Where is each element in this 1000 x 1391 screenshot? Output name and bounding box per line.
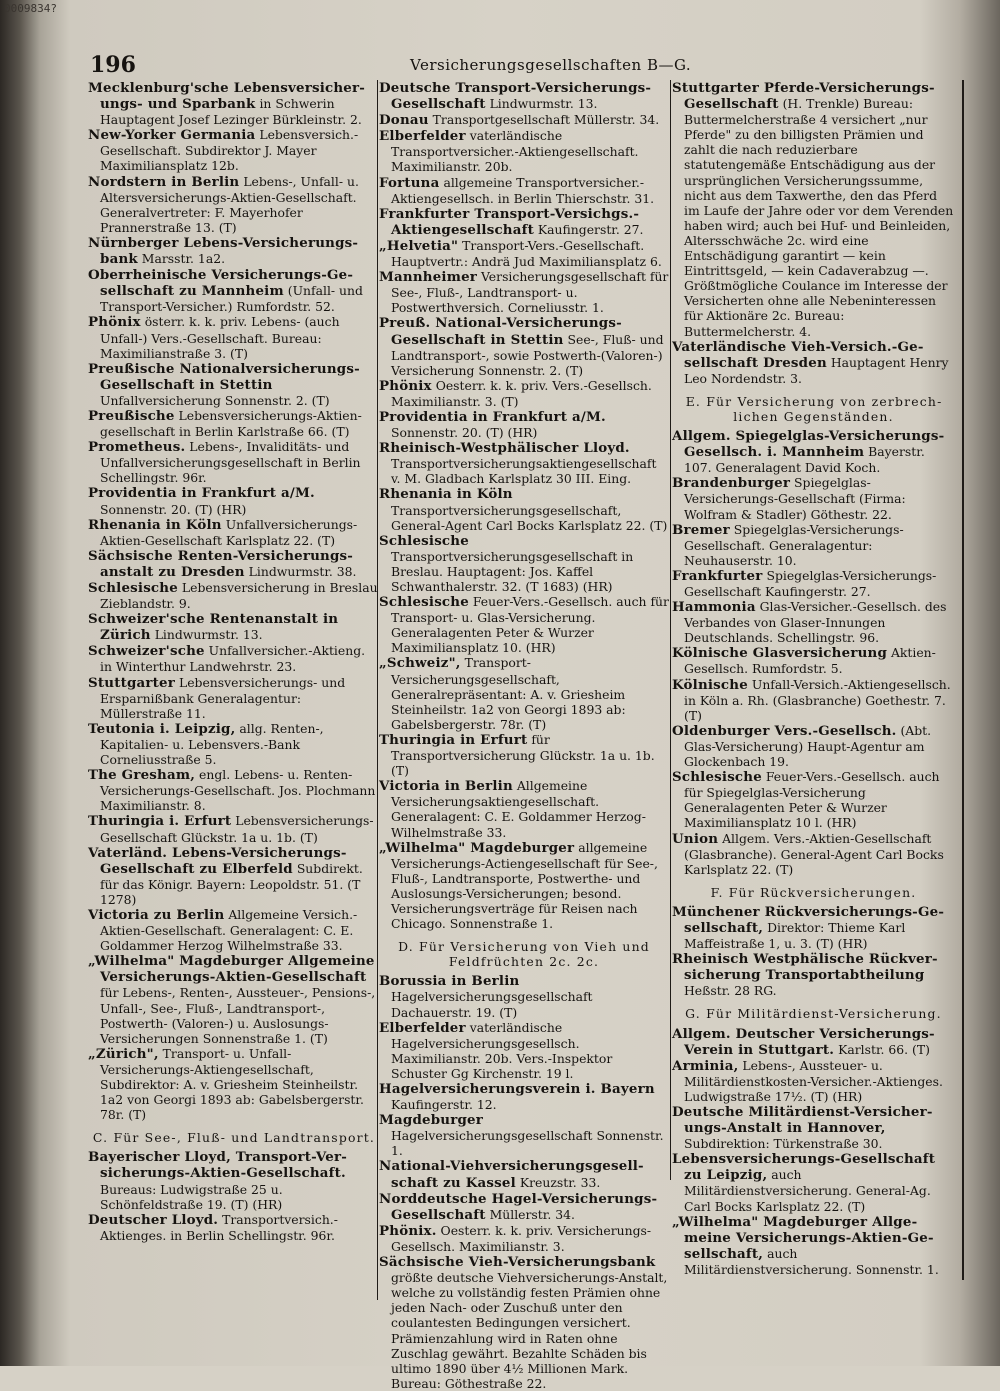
entry-details: Feuer-Vers.-Gesellsch. auch für Spiegelglas-Versicherung Generalagenten Peter & Wurzer Maximiliansplatz 10 l. (HR): [684, 769, 940, 831]
entry-details: Transportversich.-Aktienges. in Berlin Schellingstr. 96r.: [100, 1211, 338, 1243]
company-name: Deutsche Militärdienst-Versicherungs-Anstalt in Hannover,: [672, 1104, 933, 1137]
company-name: Brandenburger: [672, 475, 791, 492]
directory-entry: [88, 813, 380, 844]
company-name: „Helvetia": [379, 237, 459, 254]
company-name: Allgem. Spiegelglas-Versicherungs-Gesellsch. i. Mannheim: [672, 428, 945, 461]
entry-details: Feuer-Vers.-Gesellsch. auch für Transport- u. Glas-Versicherung. Generalagenten Peter & Wurzer Maximiliansplatz 10. (HR): [391, 594, 669, 656]
entry-details: Müllerstr. 34.: [485, 1206, 575, 1222]
directory-entry: [672, 904, 955, 951]
entry-details: Lebensversicherungs-Aktien-gesellschaft in Berlin Karlstraße 66. (T): [100, 407, 362, 440]
company-name: Rheinisch-Westphälischer Lloyd.: [379, 440, 630, 457]
directory-entry: [88, 907, 380, 953]
entry-details: in Schwerin Hauptagent Josef Lezinger Bürkleinstr. 2.: [100, 96, 362, 128]
entry-details: Lebensversicherung in Breslau Zieblandstr. 9.: [100, 580, 378, 612]
entry-details: Lebens-, Aussteuer- u. Militärdienstkosten-Versicher.-Aktienges. Ludwigstraße 17½. (T) (HR): [684, 1057, 943, 1104]
entry-details: Transport-Versicherungsgesellschaft, Generalrepräsentant: A. v. Griesheim Steinheilstr. 1a2 von Georgi 1893 ab: Gabelsbergerstr. 78r. (T): [391, 655, 626, 732]
company-name: Schlesische: [379, 532, 469, 549]
company-name: Kölnische: [672, 676, 748, 693]
directory-entry: [88, 439, 380, 485]
entry-details: See-, Fluß- und Landtransport-, sowie Postwerth-(Valoren-) Versicherung Sonnenstr. 2. (T): [391, 331, 664, 378]
company-name: Thuringia in Erfurt: [379, 731, 528, 748]
company-name: Deutsche Transport-Versicherungs-Gesellschaft: [379, 80, 652, 113]
directory-entry: [379, 315, 669, 377]
entry-details: größte deutsche Viehversicherungs-Anstalt, welche zu vollständig festen Prämien ohne jeden Nach- oder Zuschuß unter den coulantesten Bedingungen versichert. Prämienzahlung wird in Raten ohne Zuschlag gewährt. Bezahlte Schäden bis ultimo 1890 über 4½ Millionen Mark. Bureau: Göthestraße 22.: [391, 1270, 668, 1391]
company-name: Frankfurter: [672, 567, 763, 584]
entry-details: (H. Trenkle) Bureau: Buttermelcherstraße 4 versichert „nur Pferde" zu den billigsten Prämien und zahlt die nach reduzierbare statutengemäße Entschädigung aus der ursprünglichen Versicherungssumme, nicht aus dem Taxwerthe, den das Pferd im Laufe der Jahre oder vor dem Verenden haben wird; auch bei Huf- und Beinleiden, Altersschwäche 2c. wird eine Entschädigung garantirt — kein Eintrittsgeld, — kein Cadaverabzug —. Größtmögliche Coulance im Interesse der Versicherten ohne alle Nebeninteressen für Aktionäre 2c. Bureau: Buttermelcherstr. 4.: [684, 96, 954, 339]
entry-details: Transportversicherungsaktiengesellschaft v. M. Gladbach Karlsplatz 30 III. Eing.: [391, 456, 657, 487]
entry-details: Spiegelglas-Versicherungs-Gesellschaft (Firma: Wolfram & Stadler) Göthestr. 22.: [684, 475, 906, 522]
company-name: Mannheimer: [379, 269, 478, 286]
company-name: Oberrheinische Versicherungs-Gesellschaft zu Mannheim: [88, 267, 353, 300]
entry-details: Versicherungsgesellschaft für See-, Fluß-, Landtransport- u. Postwerthversich. Corneliusstr. 1.: [391, 269, 669, 316]
company-name: Providentia in Frankfurt a/M.: [88, 485, 315, 502]
entry-details: Direktor: Thieme Karl Maffeistraße 1, u. 3. (T) (HR): [684, 919, 906, 952]
directory-entry: [88, 721, 380, 767]
company-name: Magdeburger: [379, 1112, 484, 1129]
entry-details: Allgemeine Versich.-Aktien-Gesellschaft. Generalagent: C. E. Goldammer Herzog Wilhelmstraße 33.: [100, 906, 358, 954]
entry-details: allgemeine Transportversicher.-Aktiengesellsch. in Berlin Thierschstr. 31.: [391, 174, 655, 206]
company-name: Stuttgarter Pferde-Versicherungs-Gesellschaft: [672, 80, 935, 113]
directory-entry: [672, 599, 955, 645]
company-name: Schweizer'sche: [88, 643, 205, 660]
company-name: Borussia in Berlin: [379, 973, 520, 990]
directory-entry: [379, 238, 669, 269]
directory-entry: [88, 127, 380, 173]
entry-details: Hagelversicherungsgesellschaft Sonnenstr. 1.: [391, 1128, 664, 1159]
company-name: Donau: [379, 112, 429, 129]
company-name: Preuß. National-Versicherungs-Gesellschaft in Stettin: [379, 315, 622, 348]
company-name: Teutonia i. Leipzig,: [88, 720, 236, 737]
directory-entry: [379, 594, 669, 655]
directory-entry: [88, 611, 380, 643]
entry-details: vaterländische Transportversicher.-Aktiengesellschaft. Maximilianstr. 20b.: [391, 128, 639, 175]
entry-details: allg. Renten-, Kapitalien- u. Lebensvers.-Bank Corneliusstraße 5.: [100, 720, 324, 768]
directory-entry: [379, 269, 669, 315]
company-name: Norddeutsche Hagel-Versicherungs-Gesellschaft: [379, 1190, 658, 1223]
entry-details: Allgem. Vers.-Aktien-Gesellschaft (Glasbranche). General-Agent Carl Bocks Karlsplatz 22. (T): [684, 830, 944, 877]
company-name: Nordstern in Berlin: [88, 173, 240, 190]
directory-entry: [379, 128, 669, 174]
entry-details: Lebens-, Unfall- u. Altersversicherungs-Aktien-Gesellschaft. Generalvertreter: F. Mayerhofer Prannerstraße 13. (T): [100, 173, 359, 235]
directory-entry: [88, 408, 380, 439]
directory-entry: [672, 522, 955, 568]
entry-details: Unfall-Versich.-Aktiengesellsch. in Köln a. Rh. (Glasbranche) Goethestr. 7. (T): [684, 676, 951, 723]
directory-entry: [88, 1046, 380, 1122]
entry-details: Hauptagent Henry Leo Nordendstr. 3.: [684, 354, 949, 386]
directory-entry: [88, 80, 380, 127]
company-name: Bremer: [672, 521, 730, 538]
entry-details: Heßstr. 28 RG.: [684, 983, 777, 999]
directory-entry: [379, 80, 669, 112]
entry-details: Lebensversicherungs- und Ersparnißbank Generalagentur: Müllerstraße 11.: [100, 674, 346, 721]
company-name: Rheinisch Westphälische Rückversicherung Transportabtheilung: [672, 951, 938, 984]
directory-entry: [379, 1191, 669, 1223]
entry-details: Aktien-Gesellsch. Rumfordstr. 5.: [684, 645, 936, 677]
directory-entry: [88, 953, 380, 1046]
directory-entry: [379, 732, 669, 778]
company-name: Allgem. Deutscher Versicherungs-Verein in Stuttgart.: [672, 1025, 935, 1058]
entry-details: Transportgesellschaft Müllerstr. 34.: [428, 112, 660, 128]
company-name: Hammonia: [672, 599, 756, 616]
directory-entry: [672, 645, 955, 676]
entry-details: Lindwurmstr. 13.: [150, 627, 263, 643]
company-name: Schlesische: [88, 580, 178, 596]
directory-entry: [672, 1026, 955, 1058]
entry-details: Unfallversicher.-Aktieng. in Winterthur Landwehrstr. 23.: [100, 643, 366, 675]
entry-details: Transportversicherungsgesellschaft, General-Agent Carl Bocks Karlsplatz 22. (T): [391, 502, 668, 533]
directory-entry: [379, 1112, 669, 1158]
directory-entry: [672, 80, 955, 339]
page-number: 196: [90, 52, 136, 78]
entry-details: Kaufingerstr. 12.: [391, 1097, 497, 1113]
company-name: The Gresham,: [88, 767, 196, 784]
entry-details: Transport- u. Unfall-Versicherungs-Aktiengesellschaft, Subdirektor: A. v. Griesheim Steinheilstr. 1a2 von Georgi 1893 ab: Gabelsbergerstr. 78r. (T): [100, 1045, 364, 1123]
company-name: Bayerischer Lloyd, Transport-Versicherungs-Aktien-Gesellschaft.: [88, 1149, 347, 1182]
entry-details: auch Militärdienstversicherung. Sonnenstr. 1.: [684, 1245, 939, 1277]
directory-entry: [88, 675, 380, 721]
directory-entry: [672, 1151, 955, 1213]
company-name: „Schweiz",: [379, 655, 461, 672]
entry-details: vaterländische Hagelversicherungsgesellsch. Maximilianstr. 20b. Vers.-Inspektor Schuster Gg Kirchenstr. 19 l.: [391, 1019, 613, 1081]
directory-entry: [379, 1158, 669, 1190]
company-name: „Wilhelma" Magdeburger Allgemeine Versicherungs-Aktien-Gesellschaft,: [672, 1213, 934, 1262]
company-name: Vaterländ. Lebens-Versicherungs-Gesellschaft zu Elberfeld: [88, 844, 347, 877]
company-name: Victoria in Berlin: [379, 778, 513, 795]
company-name: Stuttgarter: [88, 674, 176, 691]
entry-details: Lindwurmstr. 13.: [485, 96, 598, 112]
company-name: Phönix: [88, 314, 141, 331]
entry-details: (Abt. Glas-Versicherung) Haupt-Agentur am Glockenbach 19.: [684, 722, 932, 770]
company-name: Nürnberger Lebens-Versicherungsbank: [88, 234, 358, 268]
archive-stamp: 0009834?: [4, 2, 57, 15]
company-name: Preußische Nationalversicherungs-Gesellschaft in Stettin: [88, 360, 360, 393]
company-name: „Wilhelma" Magdeburger Allgemeine Versicherungs-Aktien-Gesellschaft: [88, 953, 375, 986]
directory-entry: [88, 1212, 380, 1243]
adjacent-page-edge: [962, 80, 1000, 1280]
directory-entry: [88, 314, 380, 360]
entry-details: Subdirektion: Türkenstraße 30.: [684, 1136, 883, 1152]
company-name: Elberfelder: [379, 1019, 466, 1036]
directory-entry: [379, 1081, 669, 1112]
company-name: Victoria zu Berlin: [88, 906, 225, 923]
entry-details: Marsstr. 1a2.: [137, 251, 226, 267]
directory-entry: [88, 1149, 380, 1211]
entry-details: Kreuzstr. 33.: [515, 1174, 601, 1190]
directory-entry: [379, 1254, 669, 1391]
directory-entry: [672, 1214, 955, 1277]
company-name: Preußische: [88, 407, 175, 424]
company-name: Fortuna: [379, 174, 440, 191]
directory-entry: [672, 339, 955, 386]
directory-entry: [379, 533, 669, 594]
company-name: Sächsische Renten-Versicherungsanstalt zu Dresden: [88, 547, 353, 580]
company-name: „Zürich",: [88, 1045, 159, 1062]
section-heading: G. Für Militärdienst-Versicherung.: [685, 1006, 942, 1022]
entry-details: engl. Lebens- u. Renten-Versicherungs-Gesellschaft. Jos. Plochmann Maximilianstr. 8.: [100, 767, 376, 814]
directory-entry: [88, 643, 380, 674]
directory-entry: [672, 831, 955, 877]
directory-entry: [88, 235, 380, 267]
entry-details: Sonnenstr. 20. (T) (HR): [100, 501, 247, 517]
company-name: Phönix.: [379, 1222, 437, 1239]
entry-details: Unfallversicherungs-Aktien-Gesellschaft Karlsplatz 22. (T): [100, 516, 358, 548]
directory-entry: [379, 973, 669, 1019]
directory-entry: [379, 206, 669, 238]
company-name: Münchener Rückversicherungs-Gesellschaft,: [672, 903, 944, 936]
column-rule: [670, 80, 671, 1180]
directory-entry: [672, 677, 955, 723]
entry-details: Lebensversich.-Gesellschaft. Subdirektor J. Mayer Maximiliansplatz 12b.: [100, 127, 359, 174]
column-1: [88, 80, 380, 1300]
entry-details: Bayerstr. 107. Generalagent David Koch.: [684, 444, 925, 476]
directory-entry: [379, 778, 669, 839]
company-name: Hagelversicherungsverein i. Bayern: [379, 1081, 655, 1097]
directory-entry: [379, 112, 669, 128]
entry-details: Lebens-, Invaliditäts- und Unfallversicherungsgesellschaft in Berlin Schellingstr. 96r.: [100, 439, 361, 486]
entry-details: Lebensversicherungs-Gesellschaft Glückstr. 1a u. 1b. (T): [100, 813, 374, 845]
directory-entry: [379, 655, 669, 731]
entry-details: (Unfall- und Transport-Versicher.) Rumfordstr. 52.: [100, 283, 363, 315]
directory-entry: [672, 568, 955, 599]
entry-details: Subdirekt. für das Königr. Bayern: Leopoldstr. 51. (T 1278): [100, 860, 363, 907]
company-name: Frankfurter Transport-Versichgs.-Aktiengesellschaft: [379, 205, 640, 238]
entry-details: auch Militärdienstversicherung. General-Ag. Carl Bocks Karlsplatz 22. (T): [684, 1167, 931, 1214]
company-name: Mecklenburg'sche Lebensversicherungs- und Sparbank: [88, 80, 365, 113]
entry-details: für Transportversicherung Glückstr. 1a u. 1b. (T): [391, 731, 655, 779]
entry-details: Spiegelglas-Versicherungs-Gesellschaft Kaufingerstr. 27.: [684, 567, 937, 599]
directory-entry: [379, 1020, 669, 1081]
company-name: New-Yorker Germania: [88, 127, 256, 144]
company-name: Schweizer'sche Rentenanstalt in Zürich: [88, 611, 339, 644]
company-name: Lebensversicherungs-Gesellschaft zu Leipzig,: [672, 1151, 936, 1184]
directory-entry: [672, 1104, 955, 1151]
directory-entry: [88, 767, 380, 813]
running-head: Versicherungsgesellschaften B—G.: [410, 56, 692, 74]
company-name: Rhenania in Köln: [379, 486, 513, 503]
company-name: National-Viehversicherungsgesellschaft zu Kassel: [379, 1158, 644, 1191]
section-heading: C. Für See-, Fluß- und Landtransport.: [92, 1130, 376, 1146]
company-name: Prometheus.: [88, 439, 186, 456]
entry-details: Glas-Versicher.-Gesellsch. des Verbandes von Glaser-Innungen Deutschlands. Schellingstr. 96.: [684, 599, 947, 646]
column-3: [672, 80, 955, 1277]
directory-entry: [379, 840, 669, 932]
company-name: Schlesische: [672, 769, 762, 786]
directory-entry: [88, 845, 380, 907]
directory-entry: [88, 517, 380, 548]
directory-entry: [88, 580, 380, 611]
entry-details: allgemeine Versicherungs-Actiengesellschaft für See-, Fluß-, Landtransporte, Postwerthe- und Auslosungs-Versicherungen; besond. Versicherungsverträge für Reisen nach Chicago. Sonnenstraße 1.: [391, 839, 658, 932]
directory-entry: [379, 409, 669, 440]
company-name: „Wilhelma" Magdeburger: [379, 839, 575, 856]
directory-entry: [672, 1058, 955, 1104]
directory-entry: [88, 548, 380, 580]
entry-details: Bureaus: Ludwigstraße 25 u. Schönfeldstraße 19. (T) (HR): [100, 1181, 283, 1212]
company-name: Oldenburger Vers.-Gesellsch.: [672, 722, 897, 739]
company-name: Union: [672, 830, 719, 847]
directory-entry: [672, 428, 955, 475]
directory-entry: [379, 440, 669, 486]
entry-details: Karlstr. 66. (T): [834, 1041, 930, 1057]
entry-details: Transportversicherungsgesellschaft in Breslau. Hauptagent: Jos. Kaffel Schwanthalerstr. 32. (T 1683) (HR): [391, 548, 634, 594]
directory-entry: [379, 175, 669, 206]
section-heading: D. Für Versicherung von Vieh und Feldfrüchten 2c. 2c.: [398, 939, 650, 970]
entry-details: Spiegelglas-Versicherungs-Gesellschaft. Generalagentur: Neuhauserstr. 10.: [684, 521, 904, 568]
directory-entry: [672, 475, 955, 521]
company-name: Phönix: [379, 377, 432, 394]
entry-details: Unfallversicherung Sonnenstr. 2. (T): [100, 392, 330, 408]
company-name: Kölnische Glasversicherung: [672, 645, 888, 662]
entry-details: für Lebens-, Renten-, Aussteuer-, Pensions-, Unfall-, See-, Fluß-, Landtransport-, Postwerth- (Valoren-) u. Auslosungs-Versicherungen Sonnenstraße 1. (T): [100, 985, 376, 1046]
entry-details: österr. k. k. priv. Lebens- (auch Unfall-) Vers.-Gesellschaft. Bureau: Maximilianstraße 3. (T): [100, 314, 340, 361]
company-name: Elberfelder: [379, 128, 466, 145]
company-name: Vaterländische Vieh-Versich.-Gesellschaft Dresden: [672, 338, 924, 371]
directory-entry: [672, 723, 955, 769]
company-name: Providentia in Frankfurt a/M.: [379, 408, 606, 425]
directory-entry: [379, 486, 669, 532]
column-2: [379, 80, 669, 1391]
directory-entry: [88, 361, 380, 408]
directory-entry: [88, 485, 380, 516]
company-name: Thuringia i. Erfurt: [88, 813, 232, 830]
entry-details: Lindwurmstr. 38.: [244, 563, 357, 579]
entry-details: Kaufingerstr. 27.: [533, 221, 644, 237]
page-header: [90, 52, 950, 78]
directory-entry: [379, 378, 669, 409]
section-heading: F. Für Rückversicherungen.: [710, 884, 917, 900]
directory-entry: [672, 769, 955, 830]
entry-details: Transport-Vers.-Gesellschaft. Hauptvertr.: Andrä Jud Maximiliansplatz 6.: [391, 237, 662, 270]
directory-entry: [88, 267, 380, 314]
company-name: Sächsische Vieh-Versicherungsbank: [379, 1254, 656, 1271]
directory-entry: [672, 951, 955, 998]
entry-details: Sonnenstr. 20. (T) (HR): [391, 425, 538, 441]
entry-details: Oesterr. k. k. priv. Versicherungs-Gesellsch. Maximilianstr. 3.: [391, 1222, 652, 1254]
directory-entry: [379, 1223, 669, 1254]
directory-entry: [88, 174, 380, 235]
company-name: Rhenania in Köln: [88, 516, 222, 533]
company-name: Deutscher Lloyd.: [88, 1211, 219, 1228]
company-name: Schlesische: [379, 594, 469, 611]
entry-details: Oesterr. k. k. priv. Vers.-Gesellsch. Maximilianstr. 3. (T): [391, 377, 652, 409]
company-name: Arminia,: [672, 1057, 739, 1074]
entry-details: Allgemeine Versicherungsaktiengesellschaft. Generalagent: C. E. Goldammer Herzog-Wilhelmstraße 33.: [391, 778, 646, 840]
entry-details: Hagelversicherungsgesellschaft Dachauerstr. 19. (T): [391, 989, 593, 1020]
section-heading: E. Für Versicherung von zerbrechlichen Gegenständen.: [685, 393, 942, 424]
